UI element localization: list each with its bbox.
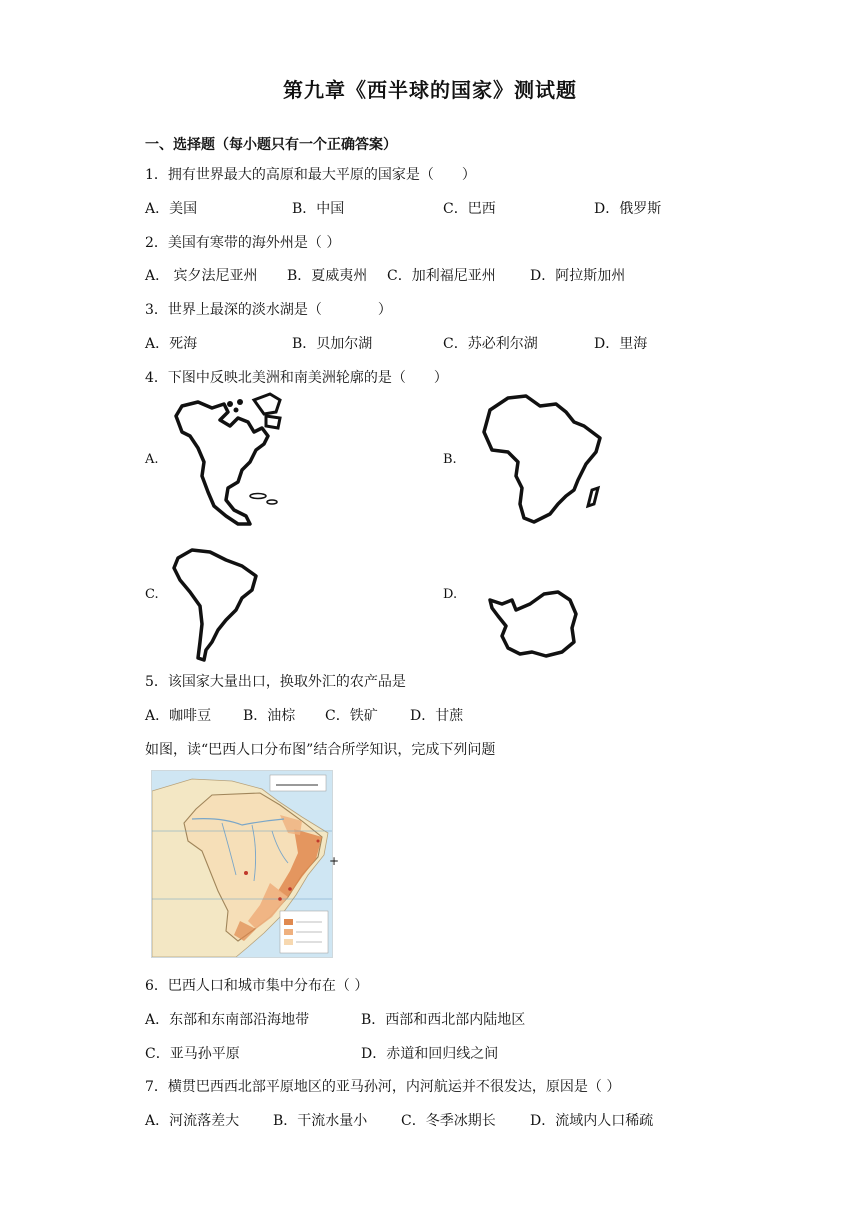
question-4-option-c[interactable]: C.	[145, 587, 159, 602]
question-5-stem: 5．该国家大量出口，换取外汇的农产品是	[145, 674, 406, 690]
question-1-option-d[interactable]: D．俄罗斯	[594, 201, 662, 217]
question-3-option-c[interactable]: C．苏必利尔湖	[443, 336, 538, 352]
antarctica-outline-icon	[486, 586, 580, 662]
question-1-stem: 1．拥有世界最大的高原和最大平原的国家是（ ）	[145, 167, 476, 183]
question-5-option-b[interactable]: B．油棕	[243, 708, 296, 724]
question-4-stem: 4．下图中反映北美洲和南美洲轮廓的是（ ）	[145, 370, 448, 386]
question-7-option-a[interactable]: A．河流落差大	[145, 1113, 240, 1129]
brazil-population-map	[151, 770, 333, 958]
question-3-option-b[interactable]: B．贝加尔湖	[292, 336, 373, 352]
question-6-stem: 6．巴西人口和城市集中分布在（ ）	[145, 978, 369, 994]
question-1-option-b[interactable]: B．中国	[292, 201, 345, 217]
question-5-option-c[interactable]: C．铁矿	[325, 708, 378, 724]
question-2-option-c[interactable]: C．加利福尼亚州	[387, 268, 496, 284]
reading-passage: 如图，读“巴西人口分布图”结合所学知识，完成下列问题	[145, 742, 496, 758]
question-6-option-a[interactable]: A．东部和东南部沿海地带	[145, 1012, 310, 1028]
south-america-outline-icon	[170, 546, 262, 664]
map-cursor-mark: +	[329, 854, 340, 868]
question-7-option-c[interactable]: C．冬季冰期长	[401, 1113, 496, 1129]
question-2-option-d[interactable]: D．阿拉斯加州	[530, 268, 626, 284]
question-1-option-c[interactable]: C．巴西	[443, 201, 496, 217]
north-america-outline-icon	[168, 392, 290, 528]
question-5-option-a[interactable]: A．咖啡豆	[145, 708, 212, 724]
question-2-stem: 2．美国有寒带的海外州是（ ）	[145, 235, 341, 251]
page-title: 第九章《西半球的国家》测试题	[283, 78, 577, 102]
question-1-option-a[interactable]: A．美国	[145, 201, 198, 217]
question-6-option-d[interactable]: D．赤道和回归线之间	[361, 1046, 499, 1062]
question-7-stem: 7．横贯巴西西北部平原地区的亚马孙河，内河航运并不很发达，原因是（ ）	[145, 1079, 621, 1095]
question-2-option-a[interactable]: A． 宾夕法尼亚州	[145, 268, 258, 284]
question-6-option-b[interactable]: B．西部和西北部内陆地区	[361, 1012, 526, 1028]
question-6-option-c[interactable]: C．亚马孙平原	[145, 1046, 240, 1062]
africa-outline-icon	[474, 392, 604, 526]
question-2-option-b[interactable]: B．夏威夷州	[287, 268, 368, 284]
question-7-option-d[interactable]: D．流域内人口稀疏	[530, 1113, 654, 1129]
question-7-option-b[interactable]: B．干流水量小	[273, 1113, 368, 1129]
question-3-option-d[interactable]: D．里海	[594, 336, 648, 352]
section-heading: 一、选择题（每小题只有一个正确答案）	[145, 137, 397, 153]
question-4-option-b[interactable]: B.	[443, 452, 457, 467]
question-3-stem: 3．世界上最深的淡水湖是（ ）	[145, 302, 392, 318]
question-5-option-d[interactable]: D．甘蔗	[410, 708, 464, 724]
question-4-option-a[interactable]: A.	[145, 452, 159, 467]
question-3-option-a[interactable]: A．死海	[145, 336, 198, 352]
question-4-option-d[interactable]: D.	[443, 587, 458, 602]
